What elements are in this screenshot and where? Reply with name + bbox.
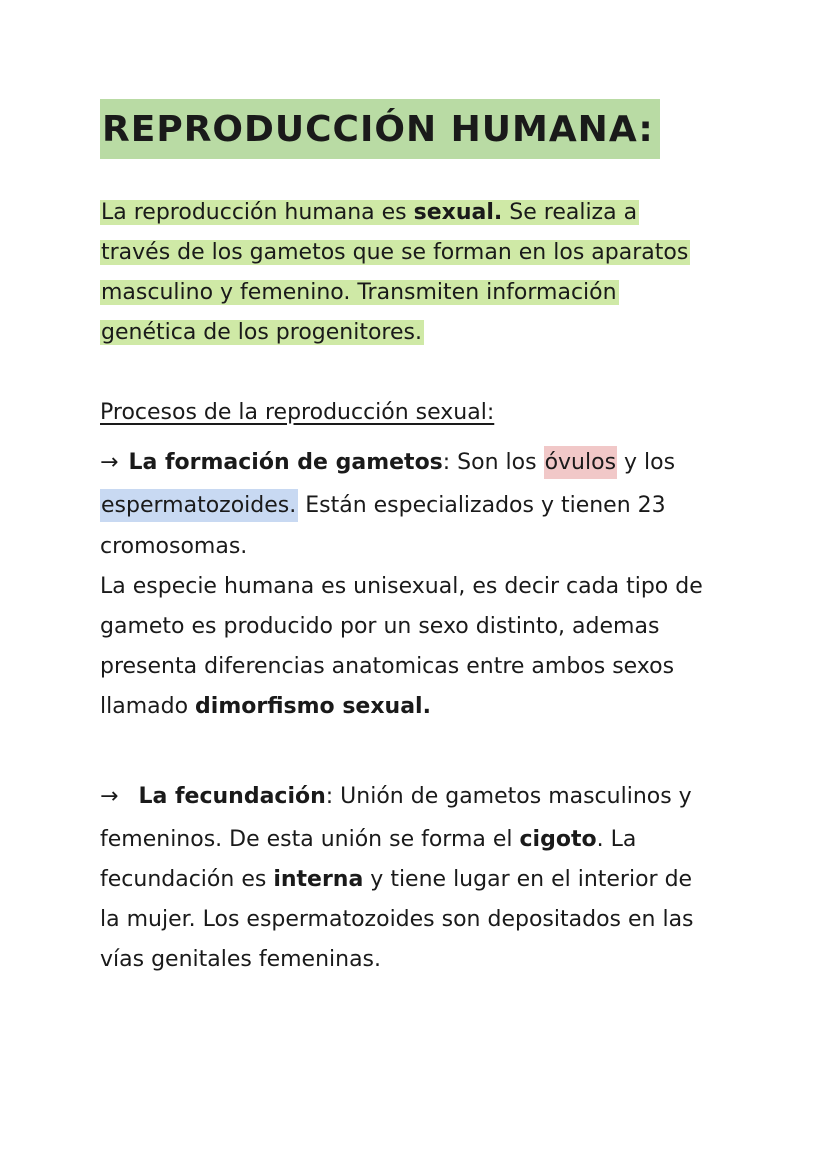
arrow-icon: → [100, 784, 119, 809]
espermatozoides-highlight: espermatozoides. [100, 489, 298, 522]
gametos-text: y los [617, 450, 676, 475]
fecundacion-text: femeninos. De esta unión se forma el [100, 827, 520, 852]
intro-text: través de los gametos que se forman en los aparatos [101, 240, 689, 265]
intro-text: genética de los progenitores. [101, 320, 422, 345]
fecundacion-term: La fecundación [138, 784, 326, 809]
gametos-line-1 [100, 446, 675, 480]
intro-line-3 [100, 276, 619, 310]
gametos-line-7 [100, 690, 431, 724]
fecundacion-text: fecundación es [100, 867, 274, 892]
gametos-text: : Son los [442, 450, 544, 475]
gametos-text: Están especializados y tienen 23 [298, 493, 666, 518]
fecundacion-line-2 [100, 823, 636, 857]
fecundacion-line-1 [100, 780, 692, 814]
fecundacion-line-5: vías genitales femeninas. [100, 947, 382, 972]
intro-bold-sexual: sexual. [413, 200, 503, 225]
fecundacion-text: . La [596, 827, 637, 852]
intro-text: masculino y femenino. Transmiten información [101, 280, 617, 305]
intro-text: Se realiza a [502, 200, 638, 225]
gametos-line-5: gameto es producido por un sexo distinto, ademas [100, 614, 660, 639]
cigoto-term: cigoto [519, 827, 597, 852]
ovulos-highlight: óvulos [544, 446, 617, 479]
interna-term: interna [273, 867, 364, 892]
gametos-line-3: cromosomas. [100, 534, 248, 559]
fecundacion-text: : Unión de gametos masculinos y [325, 784, 692, 809]
intro-line-4 [100, 316, 424, 350]
gametos-line-6: presenta diferencias anatomicas entre ambos sexos [100, 654, 675, 679]
fecundacion-text: y tiene lugar en el interior de [363, 867, 693, 892]
section-heading: Procesos de la reproducción sexual: [100, 400, 495, 425]
gametos-line-2 [100, 489, 666, 523]
intro-line-1 [100, 196, 639, 230]
arrow-icon: → [100, 450, 119, 475]
gametos-text: llamado [100, 694, 196, 719]
dimorfismo-term: dimorfismo sexual. [195, 694, 431, 719]
gametos-line-4: La especie humana es unisexual, es decir cada tipo de [100, 574, 703, 599]
fecundacion-line-3 [100, 863, 692, 897]
intro-text: La reproducción humana es [101, 200, 414, 225]
intro-line-2 [100, 236, 690, 270]
fecundacion-line-4: la mujer. Los espermatozoides son depositados en las [100, 907, 694, 932]
gametos-term: La formación de gametos [128, 450, 443, 475]
page-title: REPRODUCCIÓN HUMANA: [100, 99, 660, 159]
